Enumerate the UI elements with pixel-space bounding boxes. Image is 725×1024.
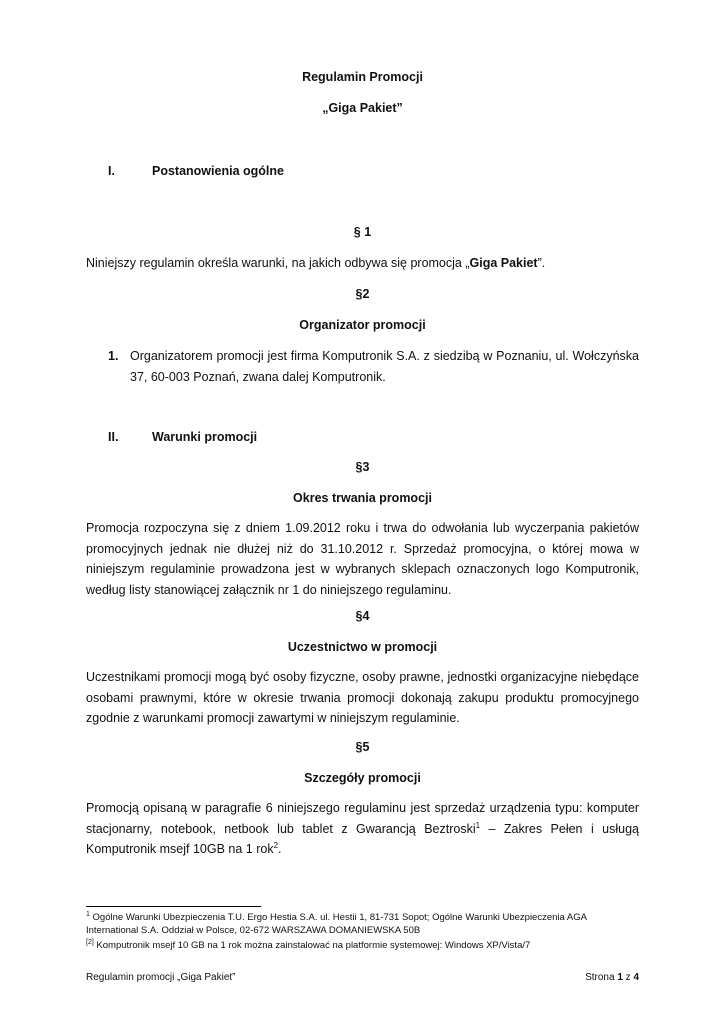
paragraph-5-mark: §5	[355, 740, 370, 754]
paragraph-3-heading: Okres trwania promocji	[293, 491, 432, 505]
paragraph-1-text-before: Niniejszy regulamin określa warunki, na jakich odbywa się promocja „	[86, 256, 470, 270]
section-2-title: Warunki promocji	[152, 430, 258, 444]
footer-page-total: 4	[633, 972, 639, 983]
paragraph-2-mark: §2	[355, 287, 370, 301]
paragraph-3-text: Promocja rozpoczyna się z dniem 1.09.2012 roku i trwa do odwołania lub wyczerpania pakietów promocyjnych jednak nie dłużej niż do 31.10.2012 r. Sprzedaż promocyjna, o której mowa w niniejszym regulaminie prowadzona jest w wybranych sklepach oznaczonych logo Komputronik, według listy stanowiącej załącznik nr 1 do niniejszego regulaminu.	[86, 521, 639, 597]
paragraph-2-item-number: 1.	[108, 349, 119, 363]
paragraph-1-bold: Giga Pakiet	[469, 256, 538, 270]
document-subtitle: „Giga Pakiet”	[322, 101, 403, 115]
footnote-2-mark: [2]	[86, 938, 94, 946]
paragraph-5-heading: Szczegóły promocji	[304, 771, 421, 785]
paragraph-4-text: Uczestnikami promocji mogą być osoby fizyczne, osoby prawne, jednostki organizacyjne niebędące osobami prawnymi, które w okresie trwania promocji dokonają zakupu produktu promocyjnego zgodnie z warunkami promocji zawartymi w niniejszym regulaminie.	[86, 670, 639, 725]
paragraph-1-mark: § 1	[353, 225, 372, 239]
document-title: Regulamin Promocji	[302, 70, 423, 84]
paragraph-3-mark: §3	[355, 460, 370, 474]
footnote-1-text: Ogólne Warunki Ubezpieczenia T.U. Ergo Hestia S.A. ul. Hestii 1, 81-731 Sopot; Ogólne Warunki Ubezpieczenia AGA International S.A. Oddział w Polsce, 02-672 WARSZAWA DOMANIEWSKA 50B	[86, 912, 587, 936]
footnote-ref-1: 1	[475, 820, 481, 830]
paragraph-5-text-a: Promocją opisaną w paragrafie 6 niniejszego regulaminu jest sprzedaż urządzenia typu: komputer stacjonarny, notebook, netbook lub tablet z Gwarancją Beztroski	[86, 801, 639, 836]
footer-document-name: Regulamin promocji „Giga Pakiet”	[86, 972, 236, 983]
footer-page-label: Strona	[585, 972, 618, 983]
footer-page-indicator	[585, 972, 639, 983]
footnote-1-mark: 1	[86, 910, 90, 918]
footer-page-number: 1	[617, 972, 623, 983]
footnote-ref-2: 2	[273, 840, 279, 850]
footer-page-separator: z	[622, 972, 634, 983]
section-2-number: II.	[108, 430, 119, 444]
paragraph-5-text-b: – Zakres Pełen i usługą Komputronik msejf 10GB na 1 rok	[86, 821, 640, 856]
paragraph-4-heading: Uczestnictwo w promocji	[287, 640, 438, 654]
section-1-number: I.	[108, 164, 115, 178]
section-1-title: Postanowienia ogólne	[152, 164, 284, 178]
paragraph-5-text-c: .	[278, 842, 282, 856]
paragraph-2-item-text: Organizatorem promocji jest firma Komputronik S.A. z siedzibą w Poznaniu, ul. Wołczyńska 37, 60-003 Poznań, zwana dalej Komputronik.	[130, 349, 639, 384]
footnote-1	[86, 911, 639, 937]
paragraph-1-text	[86, 253, 639, 274]
paragraph-5-text	[86, 798, 639, 860]
footnote-2	[86, 939, 639, 952]
footnote-separator	[86, 906, 261, 907]
footnote-2-text: Komputronik msejf 10 GB na 1 rok można zainstalować na platformie systemowej: Windows XP/Vista/7	[93, 940, 531, 951]
paragraph-1-text-after: ”.	[537, 256, 546, 270]
paragraph-4-mark: §4	[355, 609, 370, 623]
paragraph-2-heading: Organizator promocji	[299, 318, 426, 332]
